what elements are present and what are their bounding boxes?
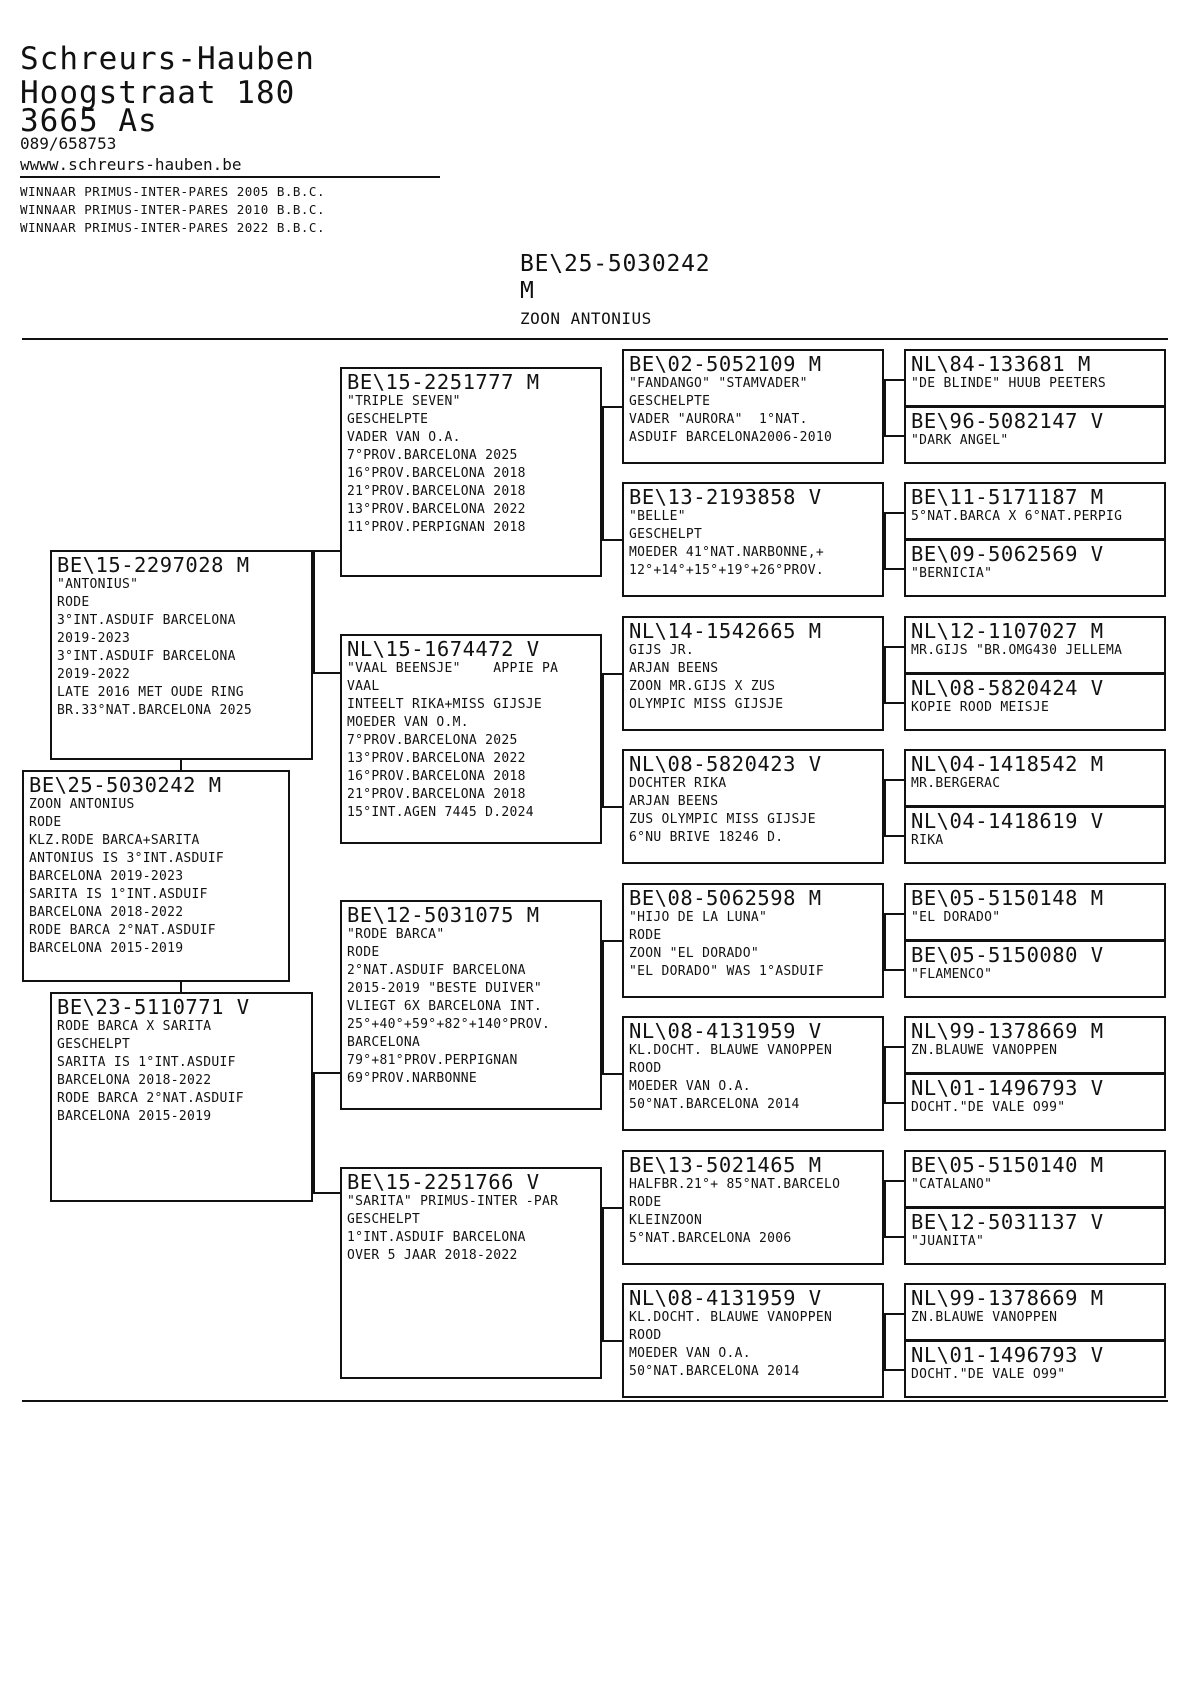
connector-line bbox=[602, 406, 622, 408]
connector-line bbox=[602, 539, 622, 541]
great-grandparent-box bbox=[904, 1283, 1166, 1341]
connector-line bbox=[884, 1369, 904, 1371]
pedigree-info-line: 2°NAT.ASDUIF BARCELONA bbox=[347, 963, 526, 978]
self-box bbox=[22, 770, 290, 982]
great-grandparent-box bbox=[904, 940, 1166, 998]
pedigree-info-line: RODE BARCA 2°NAT.ASDUIF bbox=[29, 923, 216, 938]
pedigree-info-line: ZN.BLAUWE VANOPPEN bbox=[911, 1310, 1058, 1325]
pedigree-info-line: VLIEGT 6X BARCELONA INT. bbox=[347, 999, 543, 1014]
pedigree-info-line: GESCHELPTE bbox=[347, 412, 429, 427]
pedigree-info-line: BR.33°NAT.BARCELONA 2025 bbox=[57, 703, 253, 718]
ring-number: NL\99-1378669 M bbox=[911, 1019, 1104, 1043]
ring-number: BE\13-5021465 M bbox=[629, 1153, 822, 1177]
connector-line bbox=[884, 379, 886, 437]
connector-line bbox=[180, 760, 182, 770]
connector-line bbox=[313, 1072, 340, 1074]
connector-line bbox=[602, 806, 622, 808]
top-rule bbox=[22, 338, 1168, 340]
pedigree-info-line: MR.BERGERAC bbox=[911, 776, 1001, 791]
pedigree-info-line: DOCHT."DE VALE O99" bbox=[911, 1367, 1066, 1382]
pedigree-info-line: "BERNICIA" bbox=[911, 566, 993, 581]
pedigree-info-line: HALFBR.21°+ 85°NAT.BARCELO bbox=[629, 1177, 841, 1192]
pedigree-info-line: ARJAN BEENS bbox=[629, 661, 719, 676]
pedigree-info-line: MOEDER VAN O.M. bbox=[347, 715, 469, 730]
pedigree-info-line: 69°PROV.NARBONNE bbox=[347, 1071, 478, 1086]
great-grandparent-box bbox=[904, 749, 1166, 807]
pedigree-info-line: 7°PROV.BARCELONA 2025 bbox=[347, 448, 518, 463]
pedigree-info-line: 25°+40°+59°+82°+140°PROV. bbox=[347, 1017, 551, 1032]
pedigree-info-line: VAAL bbox=[347, 679, 380, 694]
pedigree-info-line: RODE BARCA 2°NAT.ASDUIF bbox=[57, 1091, 244, 1106]
pedigree-info-line: BARCELONA 2018-2022 bbox=[29, 905, 184, 920]
ring-number: BE\15-2297028 M bbox=[57, 553, 250, 577]
connector-line bbox=[180, 982, 182, 992]
pedigree-info-line: ZN.BLAUWE VANOPPEN bbox=[911, 1043, 1058, 1058]
ring-number: NL\08-5820424 V bbox=[911, 676, 1104, 700]
breeder-website[interactable]: wwww.schreurs-hauben.be bbox=[20, 155, 242, 174]
ring-number: BE\12-5031075 M bbox=[347, 903, 540, 927]
pedigree-info-line: "CATALANO" bbox=[911, 1177, 993, 1192]
pedigree-info-line: 7°PROV.BARCELONA 2025 bbox=[347, 733, 518, 748]
connector-line bbox=[884, 435, 904, 437]
grandparent-box bbox=[622, 482, 884, 597]
connector-line bbox=[884, 1046, 886, 1104]
pedigree-info-line: 5°NAT.BARCA X 6°NAT.PERPIG bbox=[911, 509, 1123, 524]
pedigree-info-line: VADER VAN O.A. bbox=[347, 430, 461, 445]
pedigree-info-line: 2015-2019 "BESTE DUIVER" bbox=[347, 981, 543, 996]
ring-number: NL\99-1378669 M bbox=[911, 1286, 1104, 1310]
pedigree-info-line: 79°+81°PROV.PERPIGNAN bbox=[347, 1053, 518, 1068]
pedigree-info-line: 12°+14°+15°+19°+26°PROV. bbox=[629, 563, 825, 578]
pedigree-info-line: BARCELONA 2018-2022 bbox=[57, 1073, 212, 1088]
ring-number: NL\08-4131959 V bbox=[629, 1286, 822, 1310]
great-grandparent-box bbox=[904, 1207, 1166, 1265]
pedigree-info-line: 11°PROV.PERPIGNAN 2018 bbox=[347, 520, 526, 535]
connector-line bbox=[313, 672, 340, 674]
great-grandparent-box bbox=[904, 883, 1166, 941]
pedigree-info-line: ANTONIUS IS 3°INT.ASDUIF bbox=[29, 851, 225, 866]
pedigree-info-line: "ANTONIUS" bbox=[57, 577, 139, 592]
great-grandparent-box bbox=[904, 406, 1166, 464]
sire-dam-box bbox=[340, 1167, 602, 1379]
connector-line bbox=[884, 779, 904, 781]
pedigree-info-line: "BELLE" bbox=[629, 509, 686, 524]
connector-line bbox=[884, 379, 904, 381]
great-grandparent-box bbox=[904, 349, 1166, 407]
connector-line bbox=[313, 1072, 315, 1194]
connector-line bbox=[313, 1192, 340, 1194]
pedigree-info-line: GESCHELPT bbox=[57, 1037, 131, 1052]
ring-number: BE\05-5150140 M bbox=[911, 1153, 1104, 1177]
grandparent-box bbox=[622, 1150, 884, 1265]
connector-line bbox=[602, 1207, 622, 1209]
connector-line bbox=[884, 568, 904, 570]
ring-number: NL\01-1496793 V bbox=[911, 1076, 1104, 1100]
pedigree-info-line: OVER 5 JAAR 2018-2022 bbox=[347, 1248, 518, 1263]
breeder-phone: 089/658753 bbox=[20, 134, 117, 153]
connector-line bbox=[884, 512, 886, 570]
pedigree-info-line: 1°INT.ASDUIF BARCELONA bbox=[347, 1230, 526, 1245]
pedigree-info-line: "EL DORADO" WAS 1°ASDUIF bbox=[629, 964, 825, 979]
connector-line bbox=[884, 1180, 886, 1238]
pedigree-info-line: ZOON "EL DORADO" bbox=[629, 946, 760, 961]
ring-number: NL\08-5820423 V bbox=[629, 752, 822, 776]
pedigree-info-line: 5°NAT.BARCELONA 2006 bbox=[629, 1231, 792, 1246]
pedigree-info-line: 6°NU BRIVE 18246 D. bbox=[629, 830, 784, 845]
pedigree-info-line: ZUS OLYMPIC MISS GIJSJE bbox=[629, 812, 816, 827]
grandparent-box bbox=[622, 883, 884, 998]
grandparent-box bbox=[622, 1016, 884, 1131]
connector-line bbox=[884, 512, 904, 514]
pedigree-info-line: LATE 2016 MET OUDE RING bbox=[57, 685, 244, 700]
pedigree-info-line: 3°INT.ASDUIF BARCELONA bbox=[57, 613, 236, 628]
breeder-city: 3665 As bbox=[20, 103, 158, 139]
pedigree-info-line: RODE bbox=[57, 595, 90, 610]
ring-number: BE\05-5150148 M bbox=[911, 886, 1104, 910]
pedigree-info-line: KLEINZOON bbox=[629, 1213, 703, 1228]
connector-line bbox=[602, 673, 622, 675]
pedigree-info-line: BARCELONA 2019-2023 bbox=[29, 869, 184, 884]
subject-name: ZOON ANTONIUS bbox=[520, 309, 652, 328]
sire-dam-box bbox=[340, 634, 602, 844]
sire-dam-box bbox=[340, 367, 602, 577]
breeder-street: Hoogstraat 180 bbox=[20, 75, 296, 111]
award-line: WINNAAR PRIMUS-INTER-PARES 2022 B.B.C. bbox=[20, 220, 325, 235]
connector-line bbox=[884, 913, 904, 915]
grandparent-box bbox=[622, 749, 884, 864]
great-grandparent-box bbox=[904, 1016, 1166, 1074]
pedigree-info-line: ROOD bbox=[629, 1061, 662, 1076]
pedigree-info-line: ZOON MR.GIJS X ZUS bbox=[629, 679, 776, 694]
great-grandparent-box bbox=[904, 806, 1166, 864]
pedigree-info-line: OLYMPIC MISS GIJSJE bbox=[629, 697, 784, 712]
pedigree-info-line: INTEELT RIKA+MISS GIJSJE bbox=[347, 697, 543, 712]
connector-line bbox=[884, 969, 904, 971]
pedigree-info-line: RODE bbox=[629, 928, 662, 943]
pedigree-info-line: 15°INT.AGEN 7445 D.2024 bbox=[347, 805, 534, 820]
connector-line bbox=[884, 1102, 904, 1104]
connector-line bbox=[602, 673, 604, 808]
ring-number: BE\11-5171187 M bbox=[911, 485, 1104, 509]
ring-number: BE\02-5052109 M bbox=[629, 352, 822, 376]
great-grandparent-box bbox=[904, 539, 1166, 597]
connector-line bbox=[884, 646, 886, 704]
great-grandparent-box bbox=[904, 1073, 1166, 1131]
ring-number: NL\84-133681 M bbox=[911, 352, 1091, 376]
pedigree-info-line: "EL DORADO" bbox=[911, 910, 1001, 925]
father-box bbox=[50, 550, 313, 760]
connector-line bbox=[884, 702, 904, 704]
pedigree-info-line: "RODE BARCA" bbox=[347, 927, 445, 942]
pedigree-info-line: 21°PROV.BARCELONA 2018 bbox=[347, 484, 526, 499]
pedigree-info-line: "SARITA" PRIMUS-INTER -PAR bbox=[347, 1194, 559, 1209]
pedigree-info-line: KOPIE ROOD MEISJE bbox=[911, 700, 1050, 715]
connector-line bbox=[602, 1340, 622, 1342]
pedigree-info-line: VADER "AURORA" 1°NAT. bbox=[629, 412, 808, 427]
pedigree-info-line: 50°NAT.BARCELONA 2014 bbox=[629, 1364, 800, 1379]
pedigree-info-line: 2019-2022 bbox=[57, 667, 131, 682]
connector-line bbox=[884, 1180, 904, 1182]
great-grandparent-box bbox=[904, 673, 1166, 731]
pedigree-info-line: 13°PROV.BARCELONA 2022 bbox=[347, 751, 526, 766]
pedigree-info-line: RODE BARCA X SARITA bbox=[57, 1019, 212, 1034]
ring-number: BE\15-2251777 M bbox=[347, 370, 540, 394]
pedigree-info-line: ASDUIF BARCELONA2006-2010 bbox=[629, 430, 833, 445]
pedigree-info-line: MR.GIJS "BR.OMG430 JELLEMA bbox=[911, 643, 1123, 658]
subject-ring: BE\25-5030242 bbox=[520, 251, 711, 277]
breeder-name: Schreurs-Hauben bbox=[20, 41, 315, 77]
ring-number: NL\04-1418542 M bbox=[911, 752, 1104, 776]
connector-line bbox=[602, 406, 604, 541]
pedigree-info-line: 21°PROV.BARCELONA 2018 bbox=[347, 787, 526, 802]
pedigree-info-line: "DE BLINDE" HUUB PEETERS bbox=[911, 376, 1107, 391]
connector-line bbox=[313, 550, 315, 672]
ring-number: BE\08-5062598 M bbox=[629, 886, 822, 910]
pedigree-info-line: MOEDER VAN O.A. bbox=[629, 1079, 751, 1094]
pedigree-info-line: "FLAMENCO" bbox=[911, 967, 993, 982]
pedigree-info-line: "TRIPLE SEVEN" bbox=[347, 394, 461, 409]
subject-sex: M bbox=[520, 278, 535, 304]
sire-dam-box bbox=[340, 900, 602, 1110]
bottom-rule bbox=[22, 1400, 1168, 1402]
connector-line bbox=[884, 835, 904, 837]
great-grandparent-box bbox=[904, 1340, 1166, 1398]
connector-line bbox=[313, 550, 340, 552]
pedigree-info-line: ZOON ANTONIUS bbox=[29, 797, 135, 812]
pedigree-info-line: KLZ.RODE BARCA+SARITA bbox=[29, 833, 200, 848]
pedigree-info-line: DOCHTER RIKA bbox=[629, 776, 727, 791]
pedigree-info-line: MOEDER 41°NAT.NARBONNE,+ bbox=[629, 545, 825, 560]
grandparent-box bbox=[622, 349, 884, 464]
ring-number: NL\12-1107027 M bbox=[911, 619, 1104, 643]
ring-number: BE\23-5110771 V bbox=[57, 995, 250, 1019]
pedigree-info-line: 50°NAT.BARCELONA 2014 bbox=[629, 1097, 800, 1112]
pedigree-info-line: MOEDER VAN O.A. bbox=[629, 1346, 751, 1361]
pedigree-info-line: 3°INT.ASDUIF BARCELONA bbox=[57, 649, 236, 664]
connector-line bbox=[602, 1073, 622, 1075]
pedigree-info-line: "JUANITA" bbox=[911, 1234, 985, 1249]
connector-line bbox=[884, 1313, 904, 1315]
pedigree-info-line: GIJS JR. bbox=[629, 643, 695, 658]
connector-line bbox=[602, 1207, 604, 1342]
award-line: WINNAAR PRIMUS-INTER-PARES 2005 B.B.C. bbox=[20, 184, 325, 199]
mother-box bbox=[50, 992, 313, 1202]
ring-number: BE\25-5030242 M bbox=[29, 773, 222, 797]
ring-number: BE\09-5062569 V bbox=[911, 542, 1104, 566]
connector-line bbox=[602, 940, 622, 942]
ring-number: NL\08-4131959 V bbox=[629, 1019, 822, 1043]
great-grandparent-box bbox=[904, 1150, 1166, 1208]
ring-number: BE\13-2193858 V bbox=[629, 485, 822, 509]
pedigree-info-line: 13°PROV.BARCELONA 2022 bbox=[347, 502, 526, 517]
connector-line bbox=[602, 940, 604, 1075]
pedigree-info-line: KL.DOCHT. BLAUWE VANOPPEN bbox=[629, 1310, 833, 1325]
connector-line bbox=[884, 1313, 886, 1371]
header-divider bbox=[20, 176, 440, 178]
pedigree-info-line: "HIJO DE LA LUNA" bbox=[629, 910, 768, 925]
pedigree-info-line: "FANDANGO" "STAMVADER" bbox=[629, 376, 808, 391]
pedigree-info-line: GESCHELPT bbox=[629, 527, 703, 542]
great-grandparent-box bbox=[904, 616, 1166, 674]
connector-line bbox=[884, 913, 886, 971]
pedigree-info-line: "DARK ANGEL" bbox=[911, 433, 1009, 448]
pedigree-info-line: BARCELONA bbox=[347, 1035, 421, 1050]
ring-number: NL\01-1496793 V bbox=[911, 1343, 1104, 1367]
pedigree-info-line: ARJAN BEENS bbox=[629, 794, 719, 809]
pedigree-info-line: 2019-2023 bbox=[57, 631, 131, 646]
ring-number: NL\14-1542665 M bbox=[629, 619, 822, 643]
pedigree-info-line: BARCELONA 2015-2019 bbox=[29, 941, 184, 956]
pedigree-info-line: KL.DOCHT. BLAUWE VANOPPEN bbox=[629, 1043, 833, 1058]
pedigree-info-line: GESCHELPT bbox=[347, 1212, 421, 1227]
pedigree-info-line: RIKA bbox=[911, 833, 944, 848]
pedigree-info-line: RODE bbox=[629, 1195, 662, 1210]
ring-number: NL\04-1418619 V bbox=[911, 809, 1104, 833]
pedigree-info-line: 16°PROV.BARCELONA 2018 bbox=[347, 769, 526, 784]
connector-line bbox=[884, 1236, 904, 1238]
pedigree-info-line: DOCHT."DE VALE O99" bbox=[911, 1100, 1066, 1115]
ring-number: BE\15-2251766 V bbox=[347, 1170, 540, 1194]
pedigree-info-line: "VAAL BEENSJE" APPIE PA bbox=[347, 661, 559, 676]
pedigree-info-line: SARITA IS 1°INT.ASDUIF bbox=[29, 887, 208, 902]
ring-number: NL\15-1674472 V bbox=[347, 637, 540, 661]
connector-line bbox=[884, 779, 886, 837]
pedigree-info-line: SARITA IS 1°INT.ASDUIF bbox=[57, 1055, 236, 1070]
connector-line bbox=[884, 1046, 904, 1048]
grandparent-box bbox=[622, 616, 884, 731]
pedigree-info-line: ROOD bbox=[629, 1328, 662, 1343]
pedigree-info-line: RODE bbox=[29, 815, 62, 830]
pedigree-info-line: GESCHELPTE bbox=[629, 394, 711, 409]
pedigree-info-line: RODE bbox=[347, 945, 380, 960]
pedigree-info-line: 16°PROV.BARCELONA 2018 bbox=[347, 466, 526, 481]
award-line: WINNAAR PRIMUS-INTER-PARES 2010 B.B.C. bbox=[20, 202, 325, 217]
grandparent-box bbox=[622, 1283, 884, 1398]
ring-number: BE\12-5031137 V bbox=[911, 1210, 1104, 1234]
ring-number: BE\96-5082147 V bbox=[911, 409, 1104, 433]
ring-number: BE\05-5150080 V bbox=[911, 943, 1104, 967]
great-grandparent-box bbox=[904, 482, 1166, 540]
pedigree-info-line: BARCELONA 2015-2019 bbox=[57, 1109, 212, 1124]
connector-line bbox=[884, 646, 904, 648]
